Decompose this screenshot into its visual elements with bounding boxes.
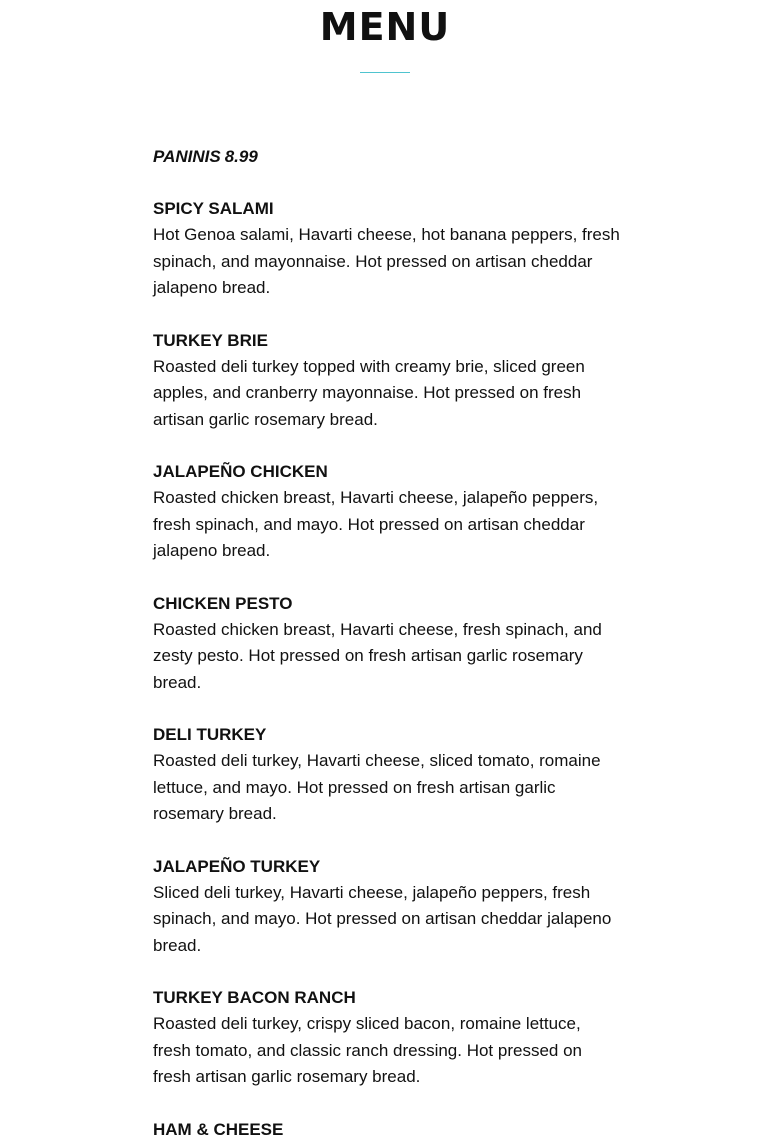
item-description: Sliced deli turkey, Havarti cheese, jalapeño peppers, fresh spinach, and mayo. Hot pressed on artisan cheddar jalapeno bread.: [153, 882, 612, 955]
menu-item-chicken-pesto: [153, 591, 623, 697]
menu-item-turkey-brie: [153, 328, 623, 434]
item-name: SPICY SALAMI: [153, 199, 274, 218]
menu-item-deli-turkey: [153, 722, 623, 828]
item-name: JALAPEÑO TURKEY: [153, 856, 321, 876]
menu-item-turkey-bacon-ranch: [153, 985, 623, 1091]
page-header: [0, 0, 770, 73]
menu-item-jalapeno-chicken: [153, 459, 623, 565]
item-description: Roasted deli turkey, crispy sliced bacon, romaine lettuce, fresh tomato, and classic ranch dressing. Hot pressed on fresh artisan garlic rosemary bread.: [153, 1014, 582, 1086]
item-name: CHICKEN PESTO: [153, 593, 293, 613]
item-name: DELI TURKEY: [153, 725, 267, 744]
menu-item-jalapeno-turkey: [153, 854, 623, 960]
page-title: MENU: [319, 5, 451, 49]
item-description: Roasted chicken breast, Havarti cheese, jalapeño peppers, fresh spinach, and mayo. Hot pressed on artisan cheddar jalapeno bread.: [153, 488, 599, 560]
section-heading: [153, 144, 623, 170]
item-name: TURKEY BRIE: [153, 330, 268, 350]
section-name: PANINIS: [153, 147, 221, 166]
paninis-section: [153, 144, 623, 1143]
menu-item-ham-cheese: [153, 1117, 623, 1143]
item-name: TURKEY BACON RANCH: [153, 988, 356, 1007]
item-description: Roasted chicken breast, Havarti cheese, fresh spinach, and zesty pesto. Hot pressed on fresh artisan garlic rosemary bread.: [153, 619, 602, 692]
section-price: 8.99: [224, 147, 258, 166]
item-description: Roasted deli turkey, Havarti cheese, sliced tomato, romaine lettuce, and mayo. Hot pressed on fresh artisan garlic rosemary bread.: [153, 751, 601, 823]
item-name: JALAPEÑO CHICKEN: [153, 462, 328, 481]
item-description: Hot Genoa salami, Havarti cheese, hot banana peppers, fresh spinach, and mayonnaise. Hot pressed on artisan cheddar jalapeno bread.: [153, 225, 620, 297]
item-name: HAM & CHEESE: [153, 1119, 284, 1139]
item-description: Roasted deli turkey topped with creamy brie, sliced green apples, and cranberry mayonnaise. Hot pressed on fresh artisan garlic rosemary bread.: [153, 356, 585, 429]
menu-item-spicy-salami: [153, 196, 623, 302]
title-divider: [360, 72, 410, 73]
